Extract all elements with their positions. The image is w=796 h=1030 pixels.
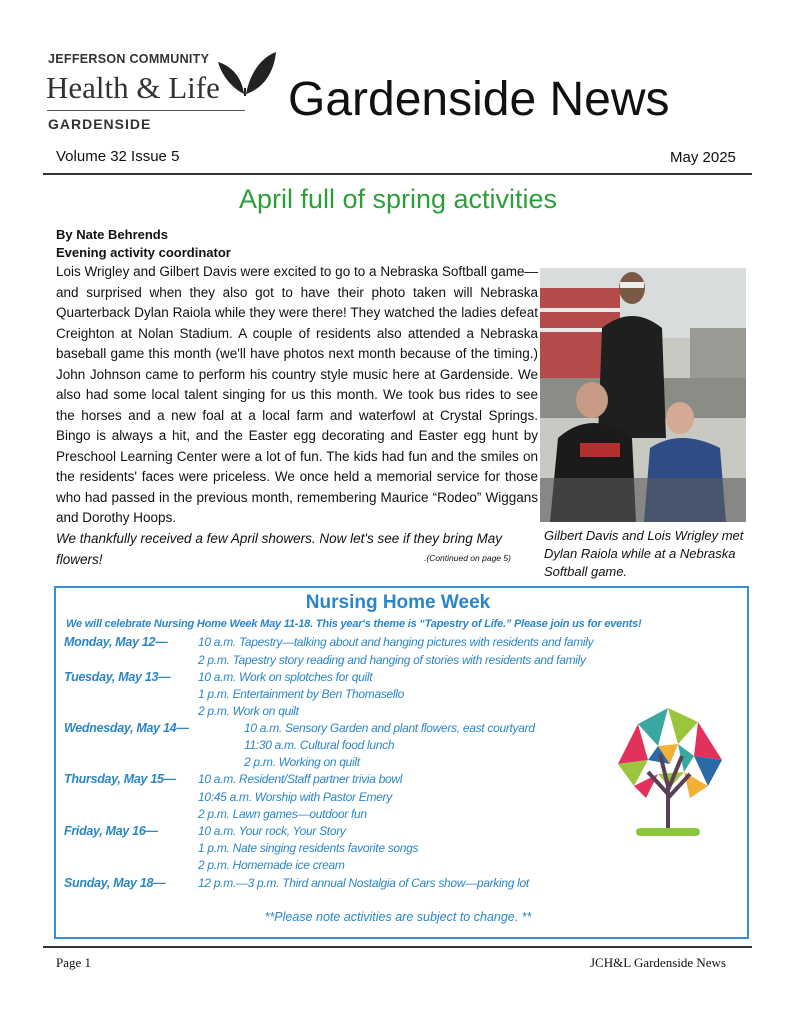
volume-issue: Volume 32 Issue 5 (56, 148, 180, 165)
event-item: 2 p.m. Work on quilt (198, 704, 299, 718)
event-item: 2 p.m. Homemade ice cream (198, 858, 345, 872)
leaf-logo-icon (214, 48, 278, 98)
event-item: 10 a.m. Tapestry—talking about and hanging pictures with residents and family (198, 635, 594, 649)
event-item: 10:45 a.m. Worship with Pastor Emery (198, 790, 392, 804)
article-closing: We thankfully received a few April showers. Now let's see if they bring May flowers! (56, 531, 503, 567)
author-name: By Nate Behrends (56, 227, 168, 242)
logo-line-2: Health & Life (46, 70, 220, 105)
logo-line-1: JEFFERSON COMMUNITY (48, 52, 210, 66)
event-item: 2 p.m. Lawn games—outdoor fun (198, 807, 367, 821)
event-item: 2 p.m. Tapestry story reading and hanging of stories with residents and family (198, 653, 586, 667)
issue-date: May 2025 (670, 149, 736, 166)
article-body: Lois Wrigley and Gilbert Davis were excited to go to a Nebraska Softball game—and surprised when they also got to have their photo taken will Nebraska Quarterback Dylan Raiola while they were there! They watched the ladies defeat Creighton at Nolan Stadium. A couple of residents also attended a Nebraska baseball game this month (we'll have photos next month because of the timing.) John Johnson came to perform his country style music here at Gardenside. We also had some local talent singing for us this month. We took bus rides to see the horses and a new foal at a local farm and waterfowl at Crystal Springs. Bingo is always a hit, and the Easter egg decorating and Easter egg hunt by Preschool Learning Center were a lot of fun. The kids had fun and the smiles on the residents' faces were priceless. We once held a memorial service for those who had passed in the previous month, remembering Maurice “Rodeo” Wiggans and Dorothy Hoops. (56, 264, 538, 525)
event-item: 10 a.m. Your rock, Your Story (198, 824, 346, 838)
page-number: Page 1 (56, 955, 92, 970)
event-item: 2 p.m. Working on quilt (244, 755, 360, 769)
day-label-monday: Monday, May 12— (64, 635, 168, 649)
event-item: 10 a.m. Resident/Staff partner trivia bowl (198, 772, 403, 786)
photo-caption: Gilbert Davis and Lois Wrigley met Dylan Raiola while at a Nebraska Softball game. (544, 528, 744, 579)
day-label-friday: Friday, May 16— (64, 824, 158, 838)
footer-publication: JCH&L Gardenside News (590, 955, 726, 970)
masthead-divider (43, 173, 752, 175)
event-item: 1 p.m. Nate singing residents favorite songs (198, 841, 419, 855)
day-label-tuesday: Tuesday, May 13— (64, 670, 171, 684)
footer-divider (43, 946, 752, 948)
event-item: 10 a.m. Work on splotches for quilt (198, 670, 373, 684)
schedule-note: **Please note activities are subject to change. ** (264, 910, 532, 924)
logo-line-3: GARDENSIDE (48, 116, 152, 132)
box-intro: We will celebrate Nursing Home Week May 11-18. This year's theme is “Tapestry of Life.” Please join us for events! (66, 618, 642, 630)
softball-game-photo (540, 268, 746, 522)
article-headline: April full of spring activities (238, 184, 558, 214)
box-title: Nursing Home Week (305, 592, 491, 613)
event-item: 12 p.m.—3 p.m. Third annual Nostalgia of Cars show—parking lot (198, 876, 529, 890)
event-item: 10 a.m. Sensory Garden and plant flowers, east courtyard (244, 721, 535, 735)
event-item: 1 p.m. Entertainment by Ben Thomasello (198, 687, 405, 701)
day-label-sunday: Sunday, May 18— (64, 876, 166, 890)
newsletter-title: Gardenside News (288, 73, 670, 126)
tapestry-tree-icon (598, 694, 740, 842)
day-label-wednesday: Wednesday, May 14— (64, 721, 189, 735)
event-item: 11:30 a.m. Cultural food lunch (244, 738, 395, 752)
logo-divider (47, 110, 245, 111)
byline (56, 226, 231, 262)
author-role: Evening activity coordinator (56, 245, 231, 260)
continued-note: .(Continued on page 5) (424, 553, 511, 563)
day-label-thursday: Thursday, May 15— (64, 772, 176, 786)
